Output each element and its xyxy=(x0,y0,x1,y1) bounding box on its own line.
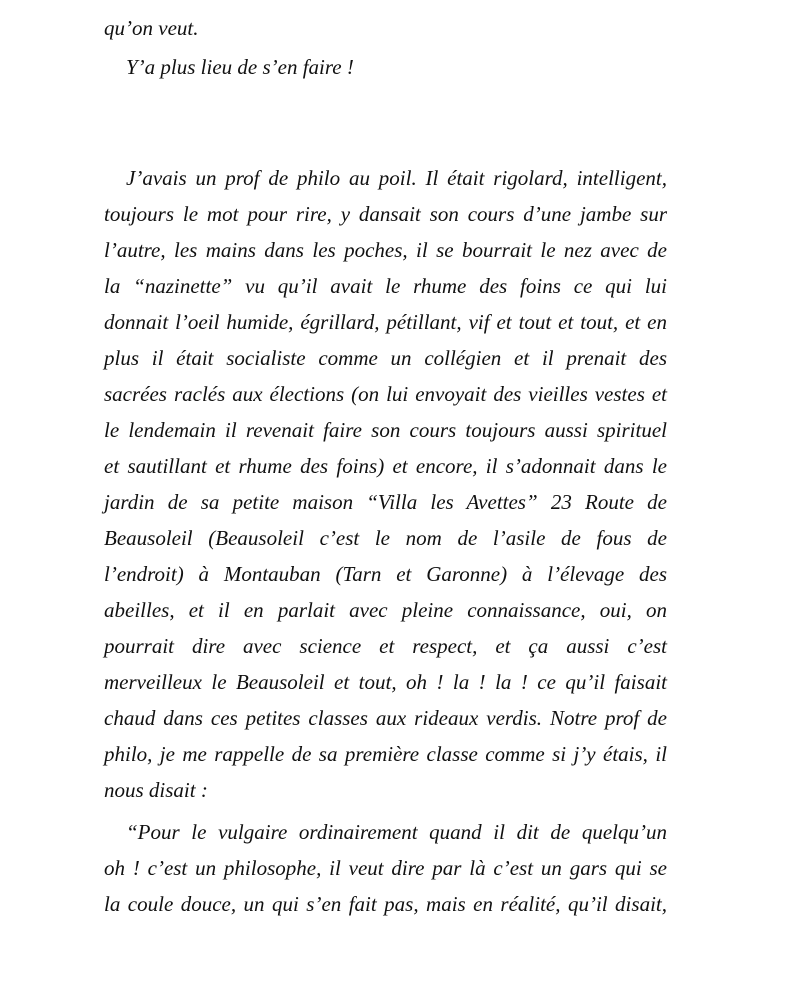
text-line: toujours le mot pour rire, y dansait son cours d’une jambe sur xyxy=(104,202,667,226)
text-line: la coule douce, un qui s’en fait pas, mais en réalité, qu’il disait, xyxy=(104,892,667,916)
text-line: “Pour le vulgaire ordinairement quand il dit de quelqu’un xyxy=(126,820,667,844)
text-line: et sautillant et rhume des foins) et encore, il s’adonnait dans le xyxy=(104,454,667,478)
text-line: le lendemain il revenait faire son cours toujours aussi spirituel xyxy=(104,418,667,442)
text-line: sacrées raclés aux élections (on lui envoyait des vieilles vestes et xyxy=(104,382,667,406)
text-line: Y’a plus lieu de s’en faire ! xyxy=(126,55,354,79)
text-line: J’avais un prof de philo au poil. Il était rigolard, intelligent, xyxy=(126,166,667,190)
text-line: jardin de sa petite maison “Villa les Avettes” 23 Route de xyxy=(104,490,667,514)
text-line: pourrait dire avec science et respect, et ça aussi c’est xyxy=(104,634,667,658)
text-line: Beausoleil (Beausoleil c’est le nom de l’asile de fous de xyxy=(104,526,667,550)
text-line: nous disait : xyxy=(104,778,208,802)
text-line: l’autre, les mains dans les poches, il se bourrait le nez avec de xyxy=(104,238,667,262)
text-line: abeilles, et il en parlait avec pleine connaissance, oui, on xyxy=(104,598,667,622)
text-line: la “nazinette” vu qu’il avait le rhume des foins ce qui lui xyxy=(104,274,667,298)
text-line: philo, je me rappelle de sa première classe comme si j’y étais, il xyxy=(104,742,667,766)
text-line: qu’on veut. xyxy=(104,16,199,40)
text-line: oh ! c’est un philosophe, il veut dire par là c’est un gars qui se xyxy=(104,856,667,880)
text-line: l’endroit) à Montauban (Tarn et Garonne) à l’élevage des xyxy=(104,562,667,586)
text-line: merveilleux le Beausoleil et tout, oh ! la ! la ! ce qu’il faisait xyxy=(104,670,667,694)
text-line: chaud dans ces petites classes aux rideaux verdis. Notre prof de xyxy=(104,706,667,730)
text-line: donnait l’oeil humide, égrillard, pétillant, vif et tout et tout, et en xyxy=(104,310,667,334)
text-line: plus il était socialiste comme un collégien et il prenait des xyxy=(104,346,667,370)
